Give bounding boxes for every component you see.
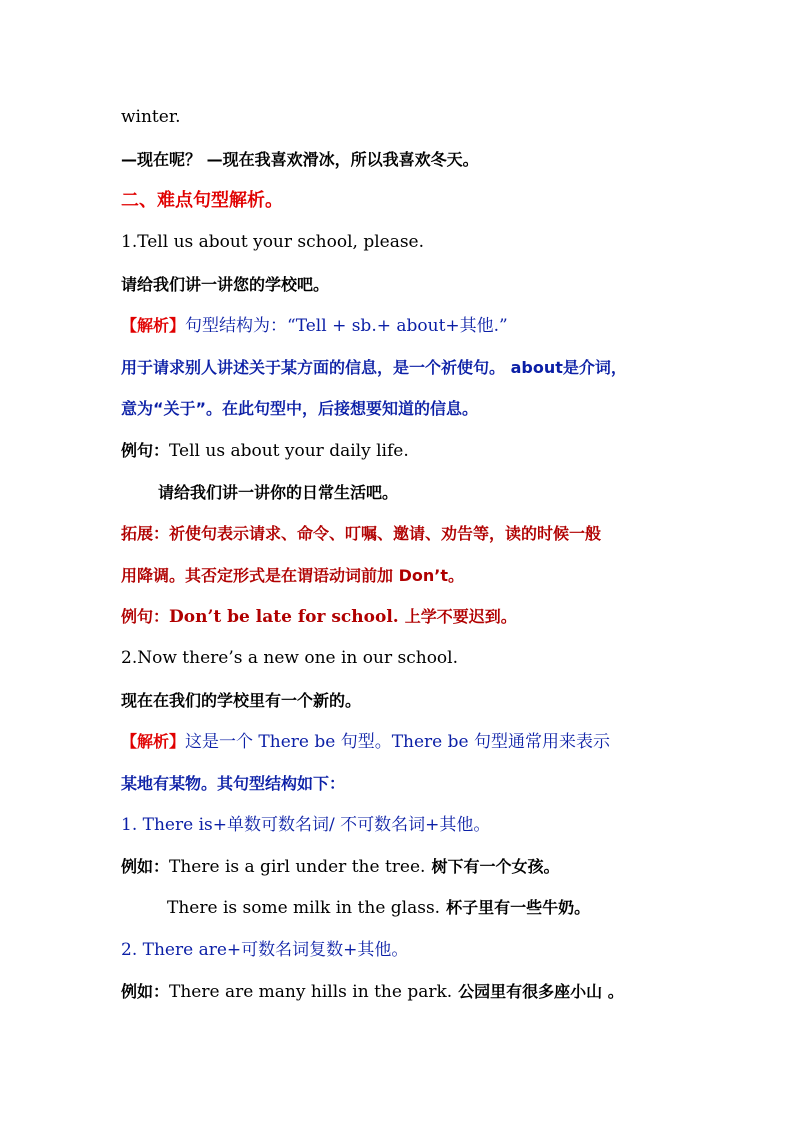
analysis-text: 这是一个 There be 句型。There be 句型通常用来表示 — [185, 732, 610, 752]
structure-2 — [121, 939, 408, 961]
text-line-winter — [121, 106, 181, 128]
extension-line-1 — [121, 523, 601, 545]
chinese-text: 现在在我们的学校里有一个新的。 — [121, 691, 362, 710]
example-label: 例句： — [121, 607, 170, 626]
analysis-text: 某地有某物。其句型结构如下： — [121, 774, 346, 793]
chinese-text: 请给我们讲一讲你的日常生活吧。 — [158, 483, 399, 502]
heading-text: 二、难点句型解析。 — [121, 190, 283, 211]
dialog-translation — [121, 149, 479, 171]
analysis-tag: 【解析】 — [121, 316, 186, 335]
example-3 — [121, 856, 559, 878]
example-label: 例句： — [121, 441, 170, 460]
example-chinese: 杯子里有一些牛奶。 — [446, 898, 591, 917]
analysis-text: 句型结构为：“Tell + sb.+ about+其他.” — [185, 316, 508, 336]
example-english: Tell us about your daily life. — [169, 441, 409, 461]
example-4 — [167, 897, 590, 919]
example-label: 例如： — [121, 857, 170, 876]
english-sentence: 2.Now there’s a new one in our school. — [121, 648, 459, 668]
analysis-1-line-3 — [121, 398, 478, 420]
sentence-2-translation — [121, 690, 361, 712]
example-2 — [121, 606, 517, 628]
sentence-1-translation — [121, 274, 329, 296]
chinese-text: 请给我们讲一讲您的学校吧。 — [121, 275, 330, 294]
analysis-1-line-2 — [121, 357, 627, 379]
example-chinese: 树下有一个女孩。 — [431, 857, 560, 876]
example-english: There is a girl under the tree. — [169, 857, 426, 877]
extension-line-2 — [121, 565, 464, 587]
example-english: Don’t be late for school. — [169, 607, 399, 627]
section-heading — [121, 190, 283, 212]
example-english: There are many hills in the park. — [169, 982, 453, 1002]
analysis-2-line-1 — [121, 731, 610, 753]
structure-1 — [121, 814, 490, 836]
example-chinese: 公园里有很多座小山 。 — [458, 982, 624, 1001]
structure-text: 1. There is+单数可数名词/ 不可数名词+其他。 — [121, 815, 491, 835]
example-1 — [121, 440, 409, 462]
analysis-1-line-1 — [121, 315, 508, 337]
extension-text: 用降调。其否定形式是在谓语动词前加 Don’t。 — [121, 566, 464, 585]
chinese-text: —现在呢？ —现在我喜欢滑冰，所以我喜欢冬天。 — [121, 150, 479, 169]
english-text: winter. — [121, 107, 181, 127]
english-sentence: 1.Tell us about your school, please. — [121, 232, 425, 252]
example-english: There is some milk in the glass. — [167, 898, 441, 918]
sentence-2 — [121, 647, 458, 669]
example-1-translation — [158, 482, 398, 504]
example-label: 例如： — [121, 982, 170, 1001]
analysis-2-line-2 — [121, 773, 345, 795]
analysis-text: 用于请求别人讲述关于某方面的信息，是一个祈使句。 about是介词， — [121, 358, 627, 377]
analysis-text: 意为“关于”。在此句型中，后接想要知道的信息。 — [121, 399, 479, 418]
structure-text: 2. There are+可数名词复数+其他。 — [121, 940, 409, 960]
analysis-tag: 【解析】 — [121, 732, 186, 751]
example-5 — [121, 981, 624, 1003]
example-chinese: 上学不要迟到。 — [404, 607, 517, 626]
extension-text: 拓展：祈使句表示请求、命令、叮嘱、邀请、劝告等，读的时候一般 — [121, 524, 602, 543]
sentence-1 — [121, 231, 424, 253]
